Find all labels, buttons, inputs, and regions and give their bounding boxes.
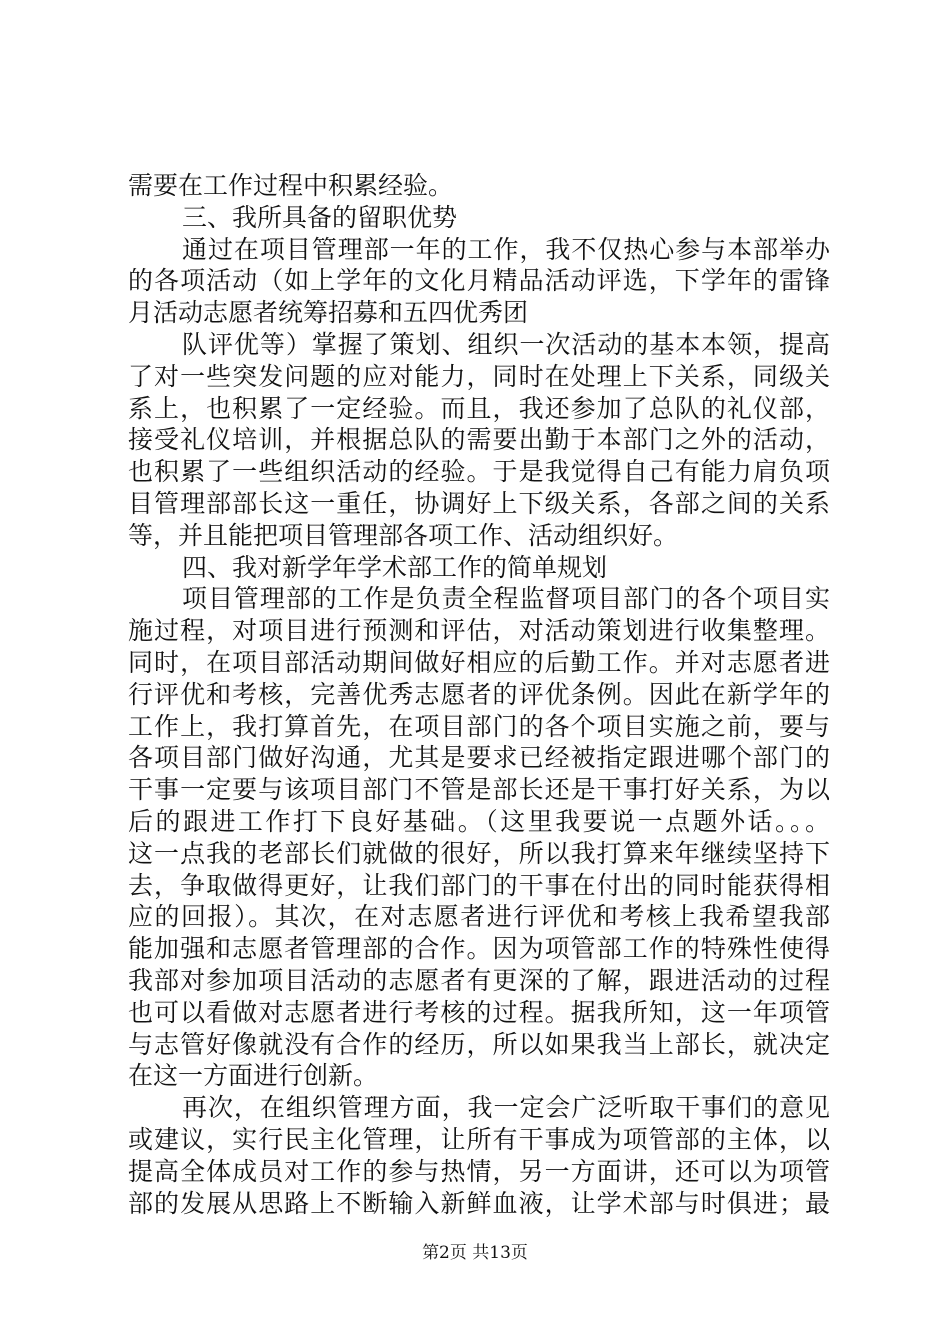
text-line: 这一点我的老部长们就做的很好，所以我打算来年继续坚持下	[128, 838, 830, 868]
text-line: 能加强和志愿者管理部的合作。因为项管部工作的特殊性使得	[128, 934, 830, 964]
text-line: 同时，在项目部活动期间做好相应的后勤工作。并对志愿者进	[128, 647, 830, 677]
text-line: 行评优和考核，完善优秀志愿者的评优条例。因此在新学年的	[128, 679, 830, 709]
text-line: 部的发展从思路上不断输入新鲜血液，让学术部与时俱进；最	[128, 1188, 830, 1218]
text-line: 各项目部门做好沟通，尤其是要求已经被指定跟进哪个部门的	[128, 743, 830, 773]
text-line: 目管理部部长这一重任，协调好上下级关系，各部之间的关系	[128, 488, 830, 518]
page-number-label: 第2页 共13页	[422, 1243, 528, 1263]
text-line: 我部对参加项目活动的志愿者有更深的了解，跟进活动的过程	[128, 965, 830, 995]
text-line: 去，争取做得更好，让我们部门的干事在付出的同时能获得相	[128, 870, 830, 900]
text-line: 施过程，对项目进行预测和评估，对活动策划进行收集整理。	[128, 616, 830, 646]
text-line: 等，并且能把项目管理部各项工作、活动组织好。	[128, 520, 679, 550]
text-line: 的各项活动（如上学年的文化月精品活动评选，下学年的雷锋	[128, 266, 830, 296]
text-line: 干事一定要与该项目部门不管是部长还是干事打好关系，为以	[128, 775, 830, 805]
page-footer	[0, 1242, 950, 1264]
text-line: 月活动志愿者统筹招募和五四优秀团	[128, 298, 529, 328]
text-line: 再次，在组织管理方面，我一定会广泛听取干事们的意见	[182, 1093, 830, 1123]
text-line: 提高全体成员对工作的参与热情，另一方面讲，还可以为项管	[128, 1156, 830, 1186]
text-line: 了对一些突发问题的应对能力，同时在处理上下关系，同级关	[128, 361, 830, 391]
text-line: 在这一方面进行创新。	[128, 1061, 379, 1091]
text-line: 需要在工作过程中积累经验。	[128, 171, 454, 200]
text-line: 工作上，我打算首先，在项目部门的各个项目实施之前，要与	[128, 711, 830, 741]
text-line: 项目管理部的工作是负责全程监督项目部门的各个项目实	[182, 584, 830, 614]
text-line: 系上，也积累了一定经验。而且，我还参加了总队的礼仪部，	[128, 393, 830, 423]
text-line: 也积累了一些组织活动的经验。于是我觉得自己有能力肩负项	[128, 457, 830, 487]
text-line: 后的跟进工作打下良好基础。（这里我要说一点题外话。。。	[128, 806, 830, 836]
text-line: 接受礼仪培训，并根据总队的需要出勤于本部门之外的活动，	[128, 425, 830, 455]
text-line: 与志管好像就没有合作的经历，所以如果我当上部长，就决定	[128, 1029, 830, 1059]
text-line: 或建议，实行民主化管理，让所有干事成为项管部的主体，以	[128, 1124, 830, 1154]
text-line: 应的回报）。其次，在对志愿者进行评优和考核上我希望我部	[128, 902, 830, 932]
text-line: 三、我所具备的留职优势	[182, 202, 458, 232]
text-line: 四、我对新学年学术部工作的简单规划	[182, 552, 608, 582]
text-line: 队评优等）掌握了策划、组织一次活动的基本本领，提高	[182, 329, 830, 359]
text-line: 也可以看做对志愿者进行考核的过程。据我所知，这一年项管	[128, 997, 830, 1027]
text-line: 通过在项目管理部一年的工作，我不仅热心参与本部举办	[182, 234, 830, 264]
document-body	[128, 170, 830, 1219]
